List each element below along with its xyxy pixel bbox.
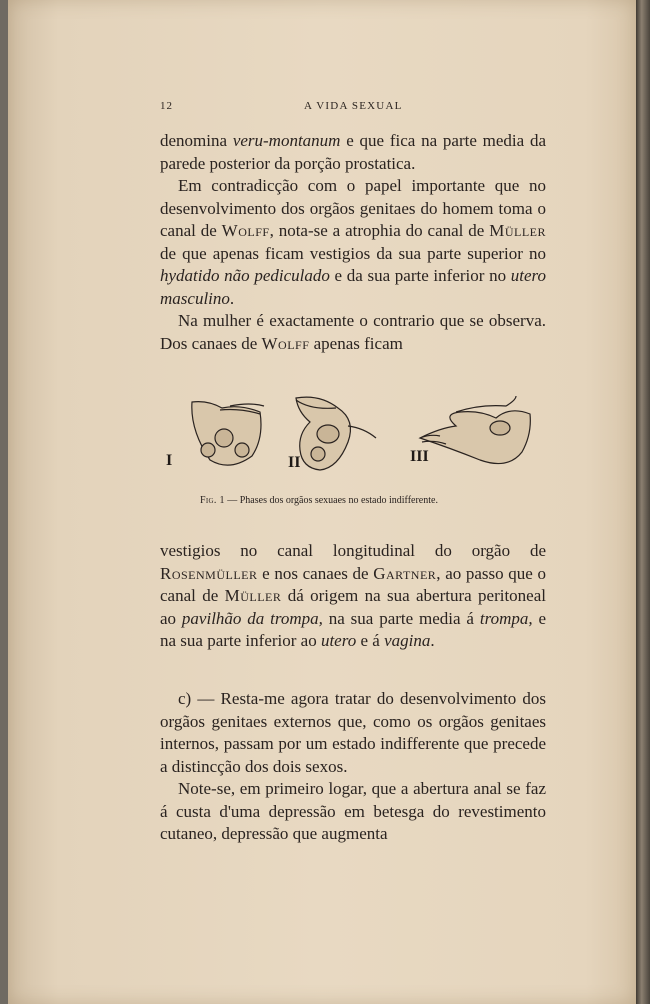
italic-run: veru-montanum bbox=[232, 131, 341, 150]
figure-caption-prefix: Fig. 1 bbox=[200, 495, 225, 506]
text-run: e nos canaes de bbox=[257, 563, 374, 583]
italic-run: pavilhão da trompa, bbox=[181, 608, 323, 628]
figure-caption-text: — Phases dos orgãos sexuaes no estado indifferente. bbox=[224, 495, 438, 506]
small-caps-run: Wolff bbox=[221, 221, 270, 240]
small-caps-run: Rosenmüller bbox=[160, 563, 258, 583]
text-run: vestigios no canal longitudinal do orgão de bbox=[160, 541, 546, 560]
figure-caption bbox=[200, 495, 540, 506]
small-caps-run: Müller bbox=[224, 586, 282, 605]
paragraph bbox=[160, 310, 546, 355]
paragraph bbox=[160, 175, 546, 310]
text-run: . bbox=[229, 288, 235, 308]
small-caps-run: Wolff bbox=[261, 333, 310, 353]
paragraph bbox=[160, 688, 546, 778]
text-run: na sua parte media á bbox=[322, 608, 480, 628]
text-run: e na sua parte inferior ao bbox=[160, 608, 547, 650]
text-run: de que apenas ficam vestigios da sua parte superior no bbox=[160, 243, 546, 263]
text-run: Em contradicção com o papel importante que no desenvolvimento dos orgãos genitaes do homem toma o canal de bbox=[160, 176, 546, 240]
figure-label-3: III bbox=[410, 448, 429, 465]
figure-label-1: I bbox=[166, 452, 173, 469]
text-run: . bbox=[430, 631, 435, 650]
italic-run: hydatido não pediculado bbox=[160, 266, 330, 285]
text-run: dá origem na sua abertura peritoneal ao bbox=[160, 586, 546, 628]
embryo-drawings bbox=[160, 390, 546, 480]
text-block-middle bbox=[160, 540, 546, 653]
figure-illustration bbox=[160, 390, 546, 480]
italic-run: vagina bbox=[384, 631, 431, 650]
italic-run: trompa, bbox=[479, 608, 533, 628]
text-block-top bbox=[160, 130, 546, 355]
text-run: , ao passo que o canal de bbox=[160, 563, 546, 605]
page-header bbox=[156, 100, 546, 116]
paragraph bbox=[160, 130, 546, 175]
book-page bbox=[8, 0, 636, 1004]
text-run: e da sua parte inferior no bbox=[329, 266, 511, 285]
small-caps-run: Gartner bbox=[373, 563, 437, 583]
text-block-bottom bbox=[160, 688, 546, 846]
text-run: Na mulher é exactamente o contrario que se observa. Dos canaes de bbox=[160, 311, 546, 353]
italic-run: utero bbox=[320, 631, 357, 650]
text-run: apenas ficam bbox=[309, 333, 403, 353]
text-run: e á bbox=[356, 631, 385, 650]
figure-label-2: II bbox=[288, 454, 301, 471]
embryo-phase-1-drawing bbox=[192, 402, 264, 466]
embryo-phase-2-drawing bbox=[296, 397, 376, 470]
text-run: e que fica na parte media da parede posterior da porção prostatica. bbox=[160, 131, 546, 173]
paragraph bbox=[160, 778, 546, 846]
running-title: A VIDA SEXUAL bbox=[304, 100, 403, 112]
italic-run: utero masculino bbox=[160, 266, 547, 308]
embryo-phase-3-drawing bbox=[420, 396, 530, 464]
page-edge bbox=[636, 0, 650, 1004]
page-number: 12 bbox=[160, 100, 173, 112]
text-run: , nota-se a atrophia do canal de bbox=[269, 221, 490, 240]
small-caps-run: Müller bbox=[489, 221, 546, 240]
text-run: c) — Resta-me agora tratar do desenvolvimento dos orgãos genitaes externos que, como os orgãos genitaes internos, passam por um estado indifferente que precede a distincção dos dois sexos. bbox=[160, 689, 546, 776]
paragraph bbox=[160, 540, 546, 653]
text-run: Note-se, em primeiro logar, que a abertura anal se faz á custa d'uma depressão em betesga do revestimento cutaneo, depressão que augmenta bbox=[160, 779, 546, 843]
text-run: denomina bbox=[160, 131, 233, 150]
